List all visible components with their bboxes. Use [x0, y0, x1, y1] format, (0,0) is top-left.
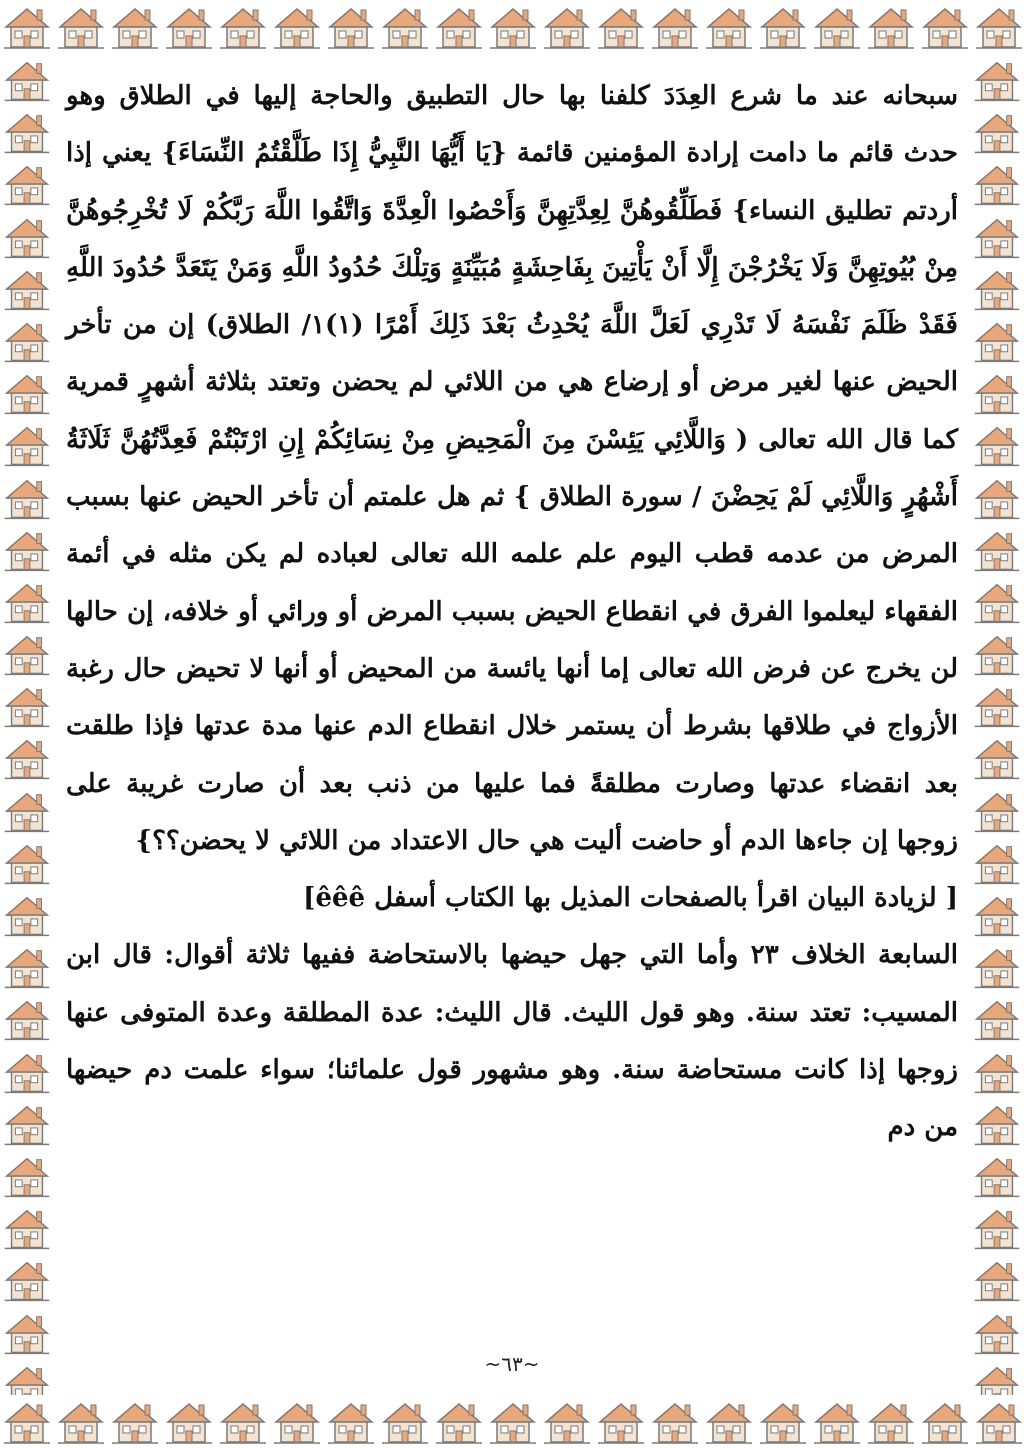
house-icon: [970, 315, 1024, 367]
house-icon: [0, 1254, 54, 1306]
house-icon: [270, 0, 324, 54]
house-icon: [378, 1395, 432, 1449]
house-icon: [756, 0, 810, 54]
house-icon: [970, 524, 1024, 576]
house-icon: [970, 993, 1024, 1045]
house-icon: [0, 732, 54, 784]
body-paragraph-2: [ لزيادة البيان اقرأ بالصفحات المذيل بها الكتاب أسفل êêê]: [303, 883, 958, 914]
house-icon: [970, 54, 1024, 106]
house-icon: [970, 680, 1024, 732]
house-icon: [0, 1150, 54, 1202]
house-icon: [108, 0, 162, 54]
house-icon: [108, 1395, 162, 1449]
house-icon: [864, 0, 918, 54]
body-paragraph-3: السابعة الخلاف ٢٣ وأما التي جهل حيضها بالاستحاضة ففيها ثلاثة أقوال: قال ابن المسيب: تعتد سنة. وهو قول الليث. قال الليث: عدة المطلقة وعدة المتوفى عنها زوجها إذا كانت مستحاضة سنة. وهو مشهور قول علمائنا؛ سواء علمت دم حيضها من دم: [66, 940, 959, 1143]
house-icon: [970, 1202, 1024, 1254]
house-icon: [0, 941, 54, 993]
house-icon: [0, 419, 54, 471]
house-icon: [970, 263, 1024, 315]
house-icon: [0, 367, 54, 419]
house-icon: [702, 1395, 756, 1449]
house-icon: [162, 0, 216, 54]
house-icon: [970, 158, 1024, 210]
house-icon: [486, 1395, 540, 1449]
house-icon: [0, 889, 54, 941]
body-paragraph-1: سبحانه عند ما شرع العِدَدَ كلفنا بها حال التطبيق والحاجة إليها في الطلاق وهو حدث قائم ما دامت إرادة المؤمنين قائمة {يَا أَيُّهَا النَّبِيُّ إِذَا طَلَّقْتُمُ النِّسَاءَ} يعني إذا أردتم تطليق النساء} فَطَلِّقُوهُنَّ لِعِدَّتِهِنَّ وَأَحْصُوا الْعِدَّةَ وَاتَّقُوا اللَّهَ رَبَّكُمْ لَا تُخْرِجُوهُنَّ مِنْ بُيُوتِهِنَّ وَلَا يَخْرُجْنَ إِلَّا أَنْ يَأْتِينَ بِفَاحِشَةٍ مُبَيِّنَةٍ وَتِلْكَ حُدُودُ اللَّهِ وَمَنْ يَتَعَدَّ حُدُودَ اللَّهِ فَقَدْ ظَلَمَ نَفْسَهُ لَا تَدْرِي لَعَلَّ اللَّهَ يُحْدِثُ بَعْدَ ذَلِكَ أَمْرًا (١)١/ الطلاق) إن من تأخر الحيض عنها لغير مرض أو إرضاع هي من اللائي لم يحضن وتعتد بثلاثة أشهرٍ قمرية كما قال الله تعالى ( وَاللَّائِي يَئِسْنَ مِنَ الْمَحِيضِ مِنْ نِسَائِكُمْ إِنِ ارْتَبْتُمْ فَعِدَّتُهُنَّ ثَلَاثَةُ أَشْهُرٍ وَاللَّائِي لَمْ يَحِضْنَ / سورة الطلاق } ثم هل علمتم أن تأخر الحيض عنها بسبب المرض من عدمه قطب اليوم علم علمه الله تعالى لعباده لم يكن مثله في أئمة الفقهاء ليعلموا الفرق في انقطاع الحيض بسبب المرض أو ورائي أو خلافه، إن حالها لن يخرج عن فرض الله تعالى إما أنها يائسة من المحيض أو أنها لا تحيض حال رغبة الأزواج في طلاقها بشرط أن يستمر خلال انقطاع الدم عنها مدة عدتها فإذا طلقت بعد انقضاء عدتها وصارت مطلقةً فما عليها من ذنب بعد أن صارت غريبة على زوجها إن جاءها الدم أو حاضت أليت هي حال الاعتداد من اللائي لا يحضن؟؟}: [66, 81, 958, 856]
house-icon: [540, 0, 594, 54]
house-icon: [648, 0, 702, 54]
house-icon: [970, 106, 1024, 158]
house-icon: [702, 0, 756, 54]
house-icon: [324, 1395, 378, 1449]
house-icon: [970, 941, 1024, 993]
house-icon: [970, 472, 1024, 524]
house-icon: [756, 1395, 810, 1449]
house-icon: [0, 263, 54, 315]
house-icon: [970, 785, 1024, 837]
house-icon: [970, 576, 1024, 628]
house-icon: [486, 0, 540, 54]
house-icon: [970, 367, 1024, 419]
house-icon: [970, 732, 1024, 784]
house-icon: [594, 1395, 648, 1449]
decorative-border-bottom: [0, 1395, 1024, 1449]
house-icon: [378, 0, 432, 54]
house-icon: [970, 1307, 1024, 1359]
decorative-border-top: [0, 0, 1024, 54]
house-icon: [0, 315, 54, 367]
house-icon: [216, 1395, 270, 1449]
house-icon: [270, 1395, 324, 1449]
decorative-border-right: [970, 54, 1024, 1395]
house-icon: [970, 211, 1024, 263]
house-icon: [432, 0, 486, 54]
house-icon: [970, 1098, 1024, 1150]
house-icon: [918, 1395, 972, 1449]
house-icon: [162, 1395, 216, 1449]
house-icon: [324, 0, 378, 54]
house-icon: [970, 889, 1024, 941]
house-icon: [970, 1150, 1024, 1202]
house-icon: [0, 158, 54, 210]
page-number: ~٦٣~: [484, 1352, 540, 1376]
house-icon: [0, 524, 54, 576]
house-icon: [970, 1254, 1024, 1306]
house-icon: [0, 628, 54, 680]
house-icon: [0, 837, 54, 889]
house-icon: [0, 1395, 54, 1449]
decorative-border-left: [0, 54, 54, 1395]
house-icon: [54, 1395, 108, 1449]
page-body: [66, 68, 958, 1338]
house-icon: [648, 1395, 702, 1449]
house-icon: [432, 1395, 486, 1449]
house-icon: [0, 785, 54, 837]
house-icon: [0, 211, 54, 263]
house-icon: [970, 1046, 1024, 1098]
house-icon: [0, 472, 54, 524]
house-icon: [0, 576, 54, 628]
house-icon: [972, 1395, 1024, 1449]
house-icon: [0, 1307, 54, 1359]
house-icon: [540, 1395, 594, 1449]
house-icon: [970, 419, 1024, 471]
house-icon: [0, 54, 54, 106]
house-icon: [918, 0, 972, 54]
house-icon: [0, 1202, 54, 1254]
house-icon: [0, 106, 54, 158]
house-icon: [864, 1395, 918, 1449]
house-icon: [810, 0, 864, 54]
house-icon: [0, 1098, 54, 1150]
house-icon: [54, 0, 108, 54]
house-icon: [0, 680, 54, 732]
house-icon: [0, 993, 54, 1045]
house-icon: [972, 0, 1024, 54]
house-icon: [216, 0, 270, 54]
house-icon: [0, 1046, 54, 1098]
house-icon: [594, 0, 648, 54]
house-icon: [0, 0, 54, 54]
house-icon: [970, 628, 1024, 680]
house-icon: [810, 1395, 864, 1449]
house-icon: [970, 837, 1024, 889]
